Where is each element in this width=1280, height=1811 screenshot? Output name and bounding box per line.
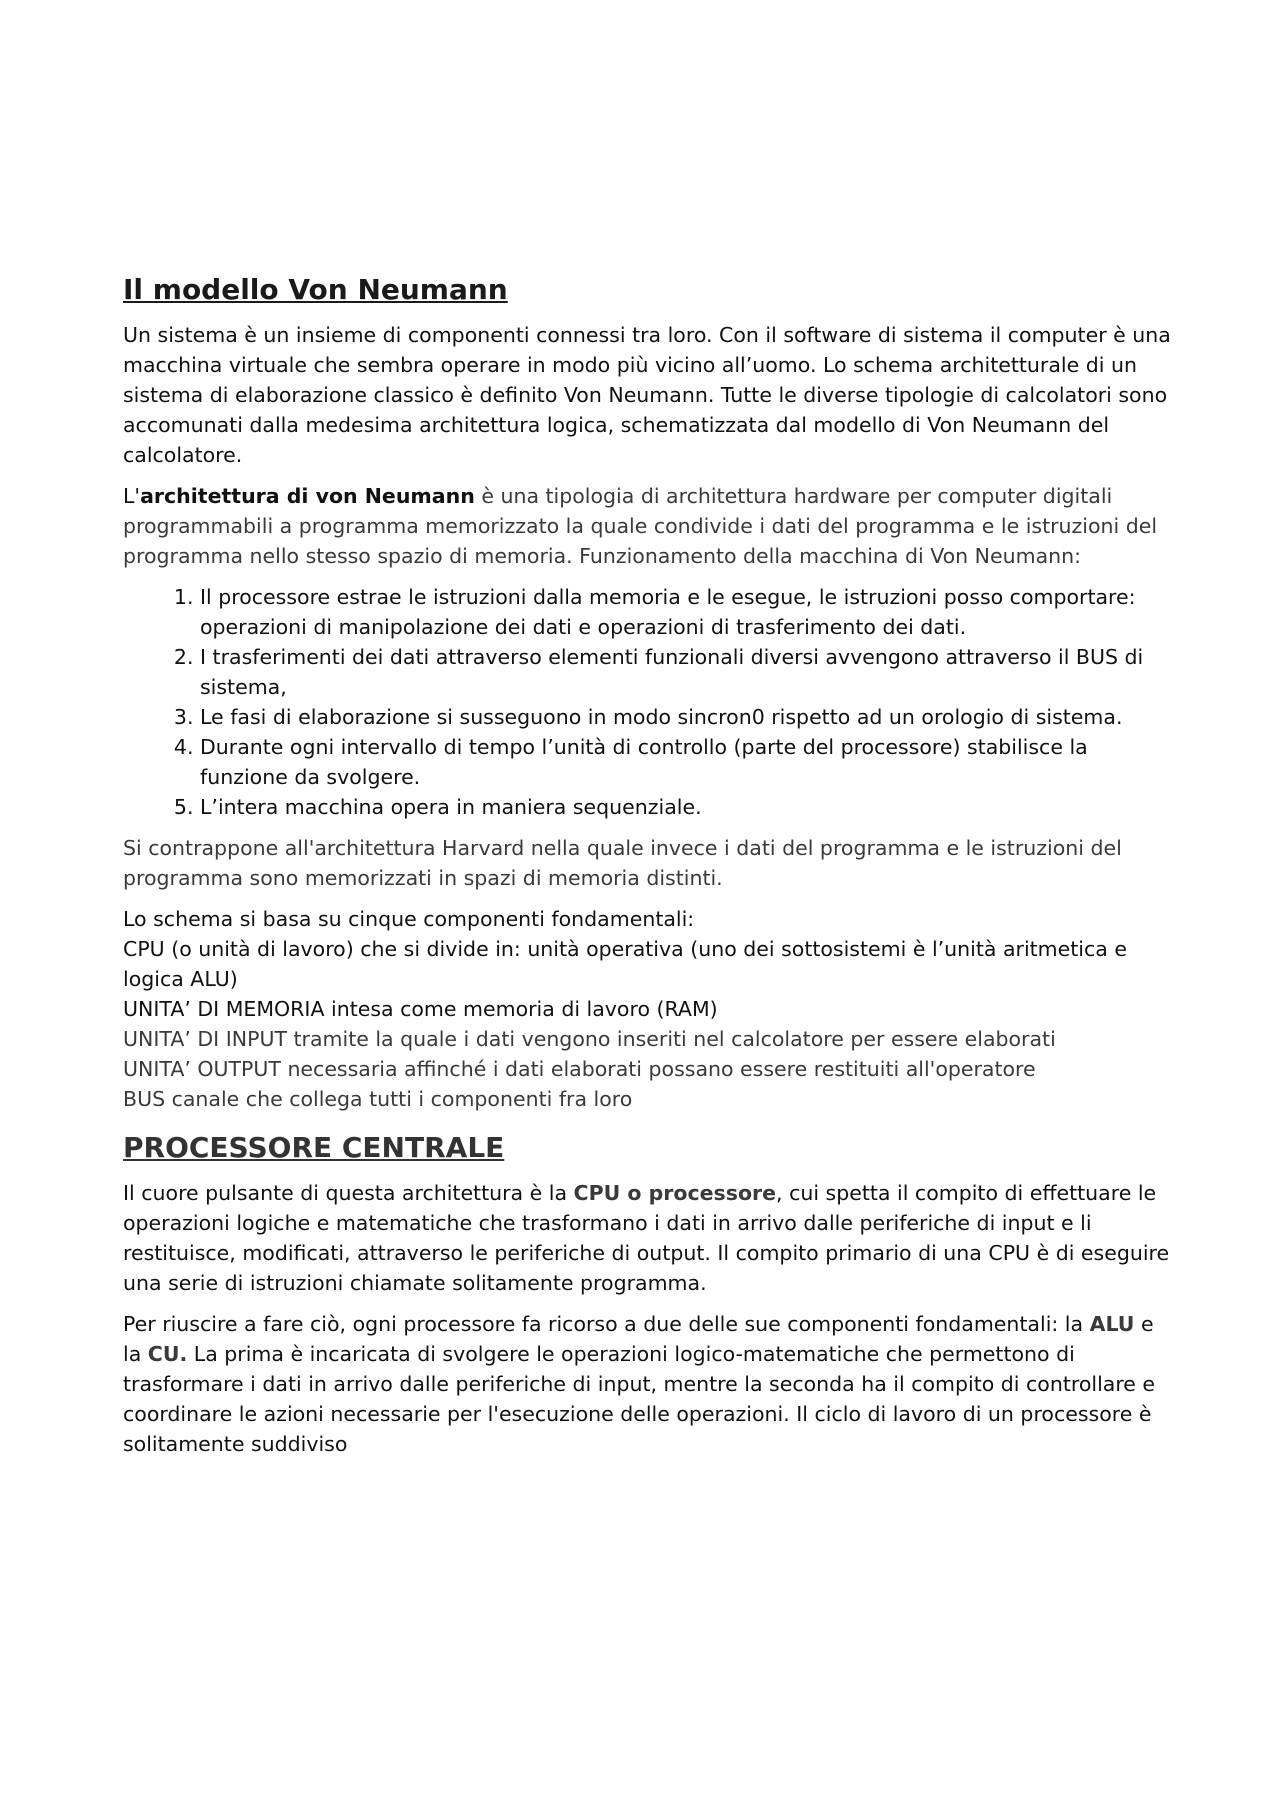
text-segment: Il cuore pulsante di questa architettura è la <box>123 1181 574 1205</box>
list-item: 3. Le fasi di elaborazione si susseguono in modo sincron0 rispetto ad un orologio di sistema. <box>200 702 1173 732</box>
text-segment: e la <box>123 1312 1154 1366</box>
bold-term: architettura di von Neumann <box>140 484 475 508</box>
text-segment: La prima è incaricata di svolgere le operazioni logico-matematiche che permettono di trasformare i dati in arrivo dalle periferiche di input, mentre la seconda ha il compito di controllare e coordinare le azioni necessarie per l'esecuzione delle operazioni. Il ciclo di lavoro di un processore è solitamente suddiviso <box>123 1342 1156 1456</box>
bold-cu: CU. <box>147 1342 188 1366</box>
components-line: UNITA’ DI INPUT tramite la quale i dati vengono inseriti nel calcolatore per essere elaborati <box>123 1027 1056 1051</box>
bold-cpu: CPU o processore <box>573 1181 777 1205</box>
components-line: UNITA’ DI MEMORIA intesa come memoria di lavoro (RAM) <box>123 997 718 1021</box>
architecture-paragraph <box>123 481 1173 571</box>
harvard-paragraph: Si contrappone all'architettura Harvard nella quale invece i dati del programma e le istruzioni del programma sono memorizzati in spazi di memoria distinti. <box>123 836 1122 890</box>
heading-processore-centrale: PROCESSORE CENTRALE <box>123 1131 505 1164</box>
list-item: 2. I trasferimenti dei dati attraverso elementi funzionali diversi avvengono attraverso il BUS di sistema, <box>200 642 1173 702</box>
text-rest: è una tipologia di architettura hardware per computer digitali programmabili a programma memorizzato la quale condivide i dati del programma e le istruzioni del programma nello stesso spazio di memoria. Funzionamento della macchina di Von Neumann: <box>123 484 1158 568</box>
components-line: BUS canale che collega tutti i componenti fra loro <box>123 1087 633 1111</box>
alu-cu-paragraph <box>123 1309 1173 1459</box>
text-segment: , cui spetta il compito di effettuare le operazioni logiche e matematiche che trasformano i dati in arrivo dalle periferiche di input e li restituisce, modificati, attraverso le periferiche di output. Il compito primario di una CPU è di eseguire una serie di istruzioni chiamate solitamente programma. <box>123 1181 1170 1295</box>
text-prefix: L' <box>123 484 141 508</box>
cpu-paragraph <box>123 1178 1173 1298</box>
intro-paragraph: Un sistema è un insieme di componenti connessi tra loro. Con il software di sistema il computer è una macchina virtuale che sembra operare in modo più vicino all’uomo. Lo schema architetturale di un sistema di elaborazione classico è definito Von Neumann. Tutte le diverse tipologie di calcolatori sono accomunati dalla medesima architettura logica, schematizzata dal modello di Von Neumann del calcolatore. <box>123 323 1171 467</box>
heading-von-neumann: Il modello Von Neumann <box>123 273 508 306</box>
components-line: Lo schema si basa su cinque componenti fondamentali: <box>123 907 695 931</box>
functioning-list <box>123 582 1173 822</box>
components-line: UNITA’ OUTPUT necessaria affinché i dati elaborati possano essere restituiti all'operatore <box>123 1057 1036 1081</box>
list-item: 5. L’intera macchina opera in maniera sequenziale. <box>200 792 1173 822</box>
bold-alu: ALU <box>1089 1312 1135 1336</box>
document-page <box>123 272 1173 1470</box>
list-item: 1. Il processore estrae le istruzioni dalla memoria e le esegue, le istruzioni posso comportare: operazioni di manipolazione dei dati e operazioni di trasferimento dei dati. <box>200 582 1173 642</box>
list-item: 4. Durante ogni intervallo di tempo l’unità di controllo (parte del processore) stabilisce la funzione da svolgere. <box>200 732 1173 792</box>
text-segment: Per riuscire a fare ciò, ogni processore fa ricorso a due delle sue componenti fondamentali: la <box>123 1312 1090 1336</box>
components-block <box>123 904 1173 1114</box>
components-line: CPU (o unità di lavoro) che si divide in: unità operativa (uno dei sottosistemi è l’unità aritmetica e logica ALU) <box>123 937 1127 991</box>
